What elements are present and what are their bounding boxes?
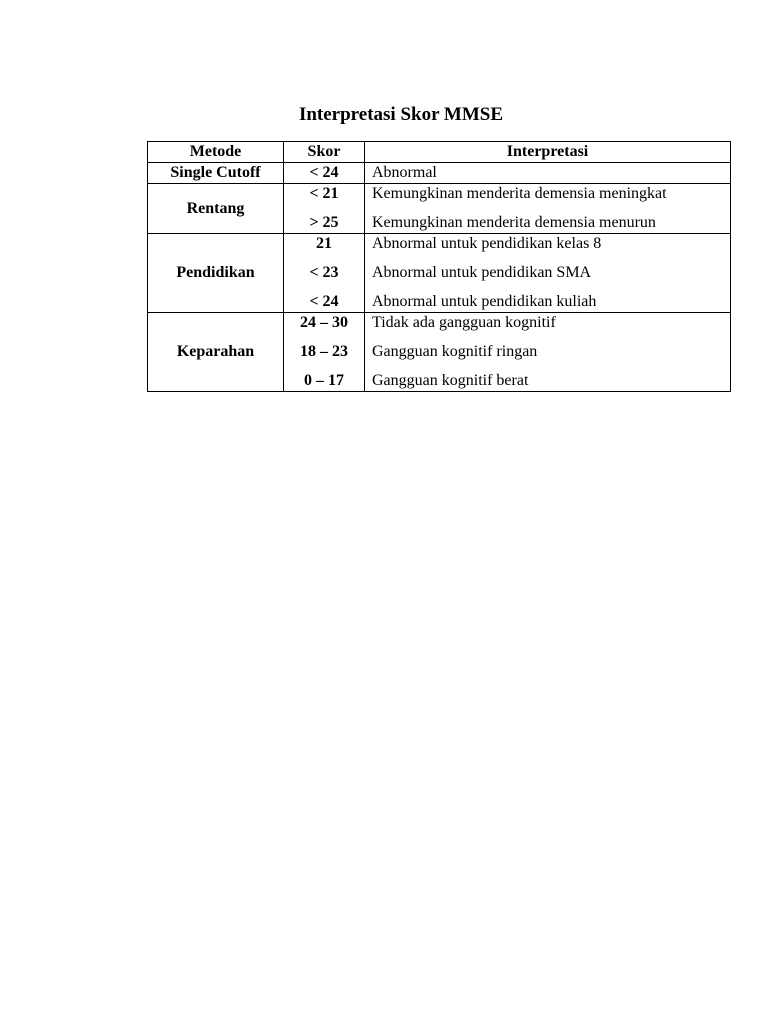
header-skor: Skor — [284, 142, 365, 163]
interpretasi-cell: Abnormal — [365, 163, 731, 184]
table-row — [148, 234, 731, 313]
skor-value: < 23 — [309, 264, 339, 281]
interpretasi-value: Gangguan kognitif ringan — [372, 343, 538, 360]
table-row — [148, 163, 731, 184]
interpretasi-value: Abnormal untuk pendidikan SMA — [372, 264, 592, 281]
metode-cell: Pendidikan — [148, 234, 284, 313]
skor-value: < 24 — [309, 293, 339, 310]
header-metode: Metode — [148, 142, 284, 163]
interpretasi-cell — [365, 184, 731, 234]
skor-cell — [284, 234, 365, 313]
skor-cell: < 24 — [284, 163, 365, 184]
mmse-interpretation-table — [147, 141, 731, 392]
metode-cell: Single Cutoff — [148, 163, 284, 184]
interpretasi-value: Kemungkinan menderita demensia menurun — [372, 214, 656, 231]
table-row — [148, 184, 731, 234]
skor-value: 21 — [316, 235, 332, 252]
skor-value: 18 – 23 — [300, 343, 348, 360]
interpretasi-value: Kemungkinan menderita demensia meningkat — [372, 185, 667, 202]
table-row — [148, 313, 731, 392]
interpretasi-value: Gangguan kognitif berat — [372, 372, 529, 389]
interpretasi-cell — [365, 234, 731, 313]
skor-value: > 25 — [309, 214, 339, 231]
interpretasi-value: Tidak ada gangguan kognitif — [372, 314, 556, 331]
header-interpretasi: Interpretasi — [365, 142, 731, 163]
skor-cell — [284, 184, 365, 234]
page-title: Interpretasi Skor MMSE — [298, 104, 504, 125]
interpretasi-value: Abnormal untuk pendidikan kuliah — [372, 293, 597, 310]
skor-value: 24 – 30 — [300, 314, 348, 331]
metode-cell: Keparahan — [148, 313, 284, 392]
interpretasi-cell — [365, 313, 731, 392]
skor-value: < 21 — [309, 185, 339, 202]
interpretasi-value: Abnormal untuk pendidikan kelas 8 — [372, 235, 602, 252]
skor-value: 0 – 17 — [304, 372, 344, 389]
metode-cell: Rentang — [148, 184, 284, 234]
table-header-row — [148, 142, 731, 163]
skor-cell — [284, 313, 365, 392]
